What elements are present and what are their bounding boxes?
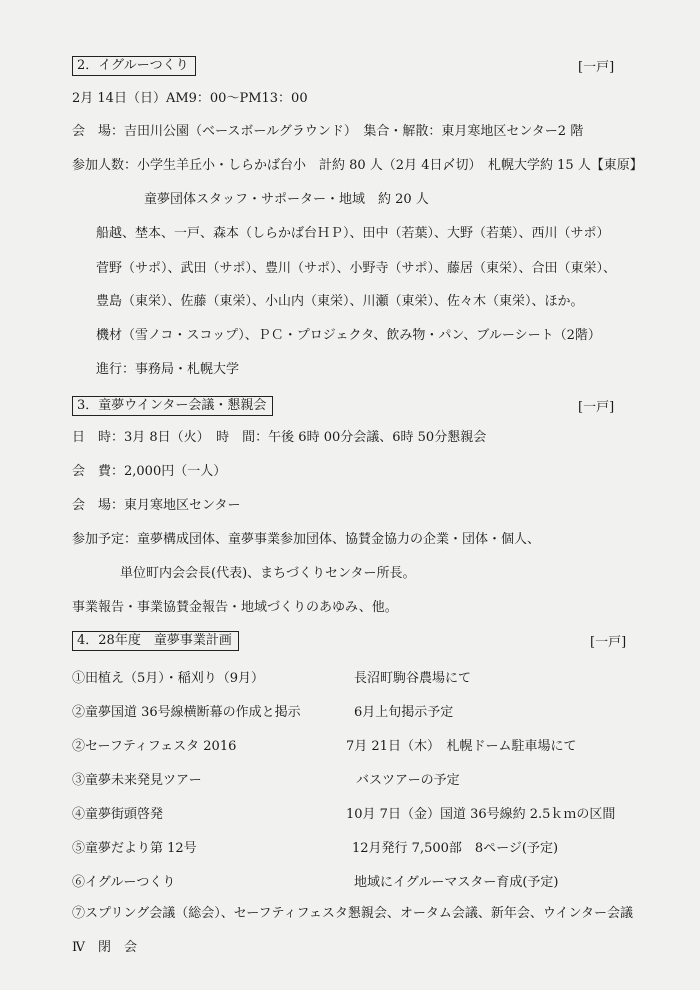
plan-item-label: ③童夢未来発見ツアー [72,773,202,788]
plan-item-label: ⑤童夢だより第 12号 [72,841,197,856]
plan-item-detail: 7月 21日（木） 札幌ドーム駐車場にて [346,739,577,754]
plan-item-detail: バスツアーの予定 [356,773,460,788]
plan-item-detail: 10月 7日（金）国道 36号線約 2.5ｋｍの区間 [346,807,616,822]
section-4-tag: [一戸] [590,635,627,650]
plan-item-label: ⑥イグルーつくり [72,875,176,890]
s3-report: 事業報告・事業協賛金報告・地域づくりのあゆみ、他。 [72,600,398,615]
section-2-heading-box: 2．イグルーつくり [72,56,196,76]
plan-item-detail: 6月上旬掲示予定 [354,705,454,720]
section-3-heading [72,396,273,416]
s3-planned-1: 参加予定：童夢構成団体、童夢事業参加団体、協賛金協力の企業・団体・個人、 [72,532,541,547]
s2-participants-2: 童夢団体スタッフ・サポーター・地域 約 20 人 [144,192,429,207]
section-3-heading-box: 3．童夢ウインター会議・懇親会 [72,396,273,416]
plan-item-detail: 長沼町駒谷農場にて [354,671,472,686]
s2-date: 2月 14日（日）AM9：00〜PM13：00 [72,91,308,106]
section-4-heading-box: 4．28年度 童夢事業計画 [72,631,239,651]
s3-venue: 会 場：東月寒地区センター [72,498,241,513]
plan-item-7: ⑦スプリング会議（総会）、セーフティフェスタ懇親会、オータム会議、新年会、ウインター会議 [72,906,633,921]
s3-datetime: 日 時：3月 8日（火） 時 間：午後 6時 00分会議、6時 50分懇親会 [72,430,487,445]
s3-fee: 会 費：2,000円（一人） [72,464,227,479]
section-2-heading [72,56,196,76]
s2-venue: 会 場：吉田川公園（ベースボールグラウンド） 集合・解散：東月寒地区センター2 階 [72,124,584,139]
closing-heading: Ⅳ 閉 会 [72,940,137,955]
s2-progress: 進行：事務局・札幌大学 [96,362,240,377]
s2-names-1: 船越、埜本、一戸、森本（しらかば台ＨＰ）、田中（若葉）、大野（若葉）、西川（サポ） [96,226,610,241]
plan-item-label: ②セーフティフェスタ 2016 [72,739,237,754]
plan-item-detail: 地域にイグルーマスター育成(予定) [354,875,559,890]
s2-equipment: 機材（雪ノコ・スコップ）、ＰＣ・プロジェクタ、飲み物・パン、ブルーシート（2階） [96,328,601,343]
section-2-tag: [一戸] [578,60,615,75]
section-4-heading [72,631,239,651]
s2-names-2: 菅野（サポ）、武田（サポ）、豊川（サポ）、小野寺（サポ）、藤居（東栄）、合田（東栄）、 [96,261,617,276]
s2-names-3: 豊島（東栄）、佐藤（東栄）、小山内（東栄）、川瀬（東栄）、佐々木（東栄）、ほか。 [96,294,584,309]
s3-planned-2: 単位町内会会長(代表)、まちづくりセンター所長。 [120,566,416,581]
plan-item-label: ②童夢国道 36号線横断幕の作成と掲示 [72,705,301,720]
plan-item-detail: 12月発行 7,500部 8ページ(予定) [352,841,559,856]
plan-item-label: ①田植え（5月）・稲刈り（9月） [72,671,265,686]
plan-item-label: ④童夢街頭啓発 [72,807,164,822]
section-3-tag: [一戸] [578,400,615,415]
s2-participants-1: 参加人数：小学生羊丘小・しらかば台小 計約 80 人（2月 4日〆切） 札幌大学約 15 人【東原】 [72,158,643,173]
